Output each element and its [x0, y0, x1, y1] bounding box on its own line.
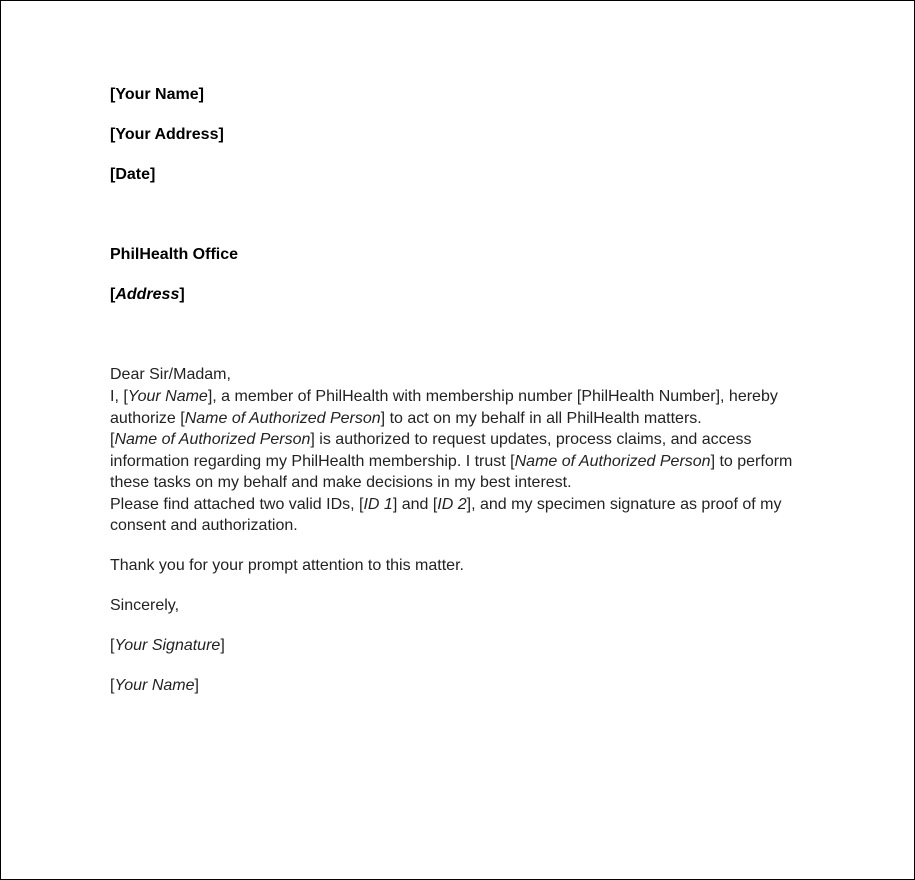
recipient-office: PhilHealth Office	[110, 246, 239, 263]
sender-address: [Your Address]	[110, 126, 224, 143]
letter-body	[110, 84, 810, 697]
signature-placeholder: [Your Signature]	[110, 636, 225, 654]
sender-name: [Your Name]	[110, 86, 204, 103]
paragraph-authorization: I, [Your Name], a member of PhilHealth with membership number [PhilHealth Number], hereby authorize [Name of Authorized Person] to act on my behalf in all PhilHealth matters.	[110, 388, 778, 427]
closing: Sincerely,	[110, 596, 180, 614]
recipient-address: [Address]	[110, 286, 185, 303]
paragraph-attachments: Please find attached two valid IDs, [ID 1] and [ID 2], and my specimen signature as proof of my consent and authorization.	[110, 495, 782, 534]
paragraph-thanks: Thank you for your prompt attention to this matter.	[110, 556, 464, 574]
signer-name: [Your Name]	[110, 676, 199, 694]
letter-date: [Date]	[110, 166, 156, 183]
salutation: Dear Sir/Madam,	[110, 366, 231, 383]
paragraph-scope: [Name of Authorized Person] is authorized to request updates, process claims, and access information regarding my PhilHealth membership. I trust [Name of Authorized Person] to perform these tasks on my behalf and make decisions in my best interest.	[110, 431, 793, 491]
